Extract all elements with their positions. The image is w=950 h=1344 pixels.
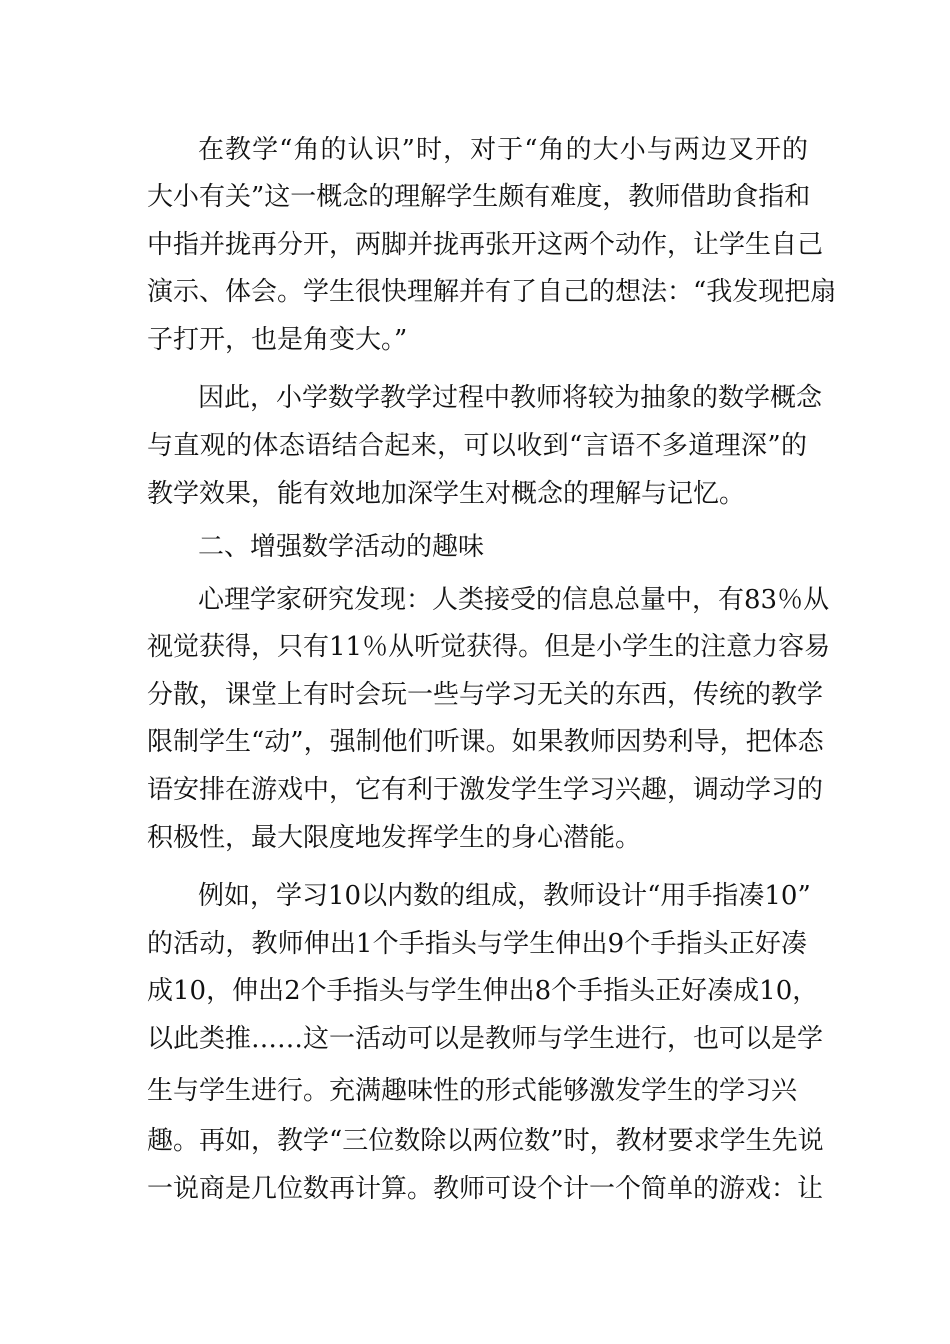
section-heading: 二、增强数学活动的趣味 bbox=[198, 532, 485, 562]
text-line: 中指并拢再分开，两脚并拢再张开这两个动作，让学生自己 bbox=[147, 230, 824, 260]
text-line: 教学效果，能有效地加深学生对概念的理解与记忆。 bbox=[147, 479, 746, 509]
text-line: 的活动，教师伸出1个手指头与学生伸出9个手指头正好凑 bbox=[147, 929, 807, 959]
text-line: 趣。再如，教学“三位数除以两位数”时，教材要求学生先说 bbox=[147, 1126, 824, 1156]
text-line: 子打开，也是角变大。” bbox=[147, 325, 408, 355]
text-line: 心理学家研究发现：人类接受的信息总量中，有83％从 bbox=[198, 585, 830, 615]
text-line: 限制学生“动”，强制他们听课。如果教师因势利导，把体态 bbox=[147, 727, 824, 757]
text-line: 语安排在游戏中，它有利于激发学生学习兴趣，调动学习的 bbox=[147, 775, 824, 805]
text-line: 与直观的体态语结合起来，可以收到“言语不多道理深”的 bbox=[147, 431, 807, 461]
text-line: 演示、体会。学生很快理解并有了自己的想法：“我发现把扇 bbox=[147, 277, 837, 307]
text-line: 生与学生进行。充满趣味性的形式能够激发学生的学习兴 bbox=[147, 1076, 798, 1106]
text-line: 积极性，最大限度地发挥学生的身心潜能。 bbox=[147, 823, 642, 853]
text-line: 因此，小学数学教学过程中教师将较为抽象的数学概念 bbox=[198, 383, 823, 413]
text-line: 以此类推……这一活动可以是教师与学生进行，也可以是学 bbox=[147, 1024, 824, 1054]
text-line: 成10，伸出2个手指头与学生伸出8个手指头正好凑成10， bbox=[147, 976, 819, 1006]
text-line: 大小有关”这一概念的理解学生颇有难度，教师借助食指和 bbox=[147, 182, 811, 212]
text-line: 视觉获得，只有11％从听觉获得。但是小学生的注意力容易 bbox=[147, 632, 831, 662]
text-line: 例如，学习10以内数的组成，教师设计“用手指凑10” bbox=[198, 881, 811, 911]
text-line: 分散，课堂上有时会玩一些与学习无关的东西，传统的教学 bbox=[147, 680, 824, 710]
text-line: 在教学“角的认识”时，对于“角的大小与两边叉开的 bbox=[198, 135, 808, 165]
text-line: 一说商是几位数再计算。教师可设个计一个简单的游戏：让 bbox=[147, 1174, 824, 1204]
